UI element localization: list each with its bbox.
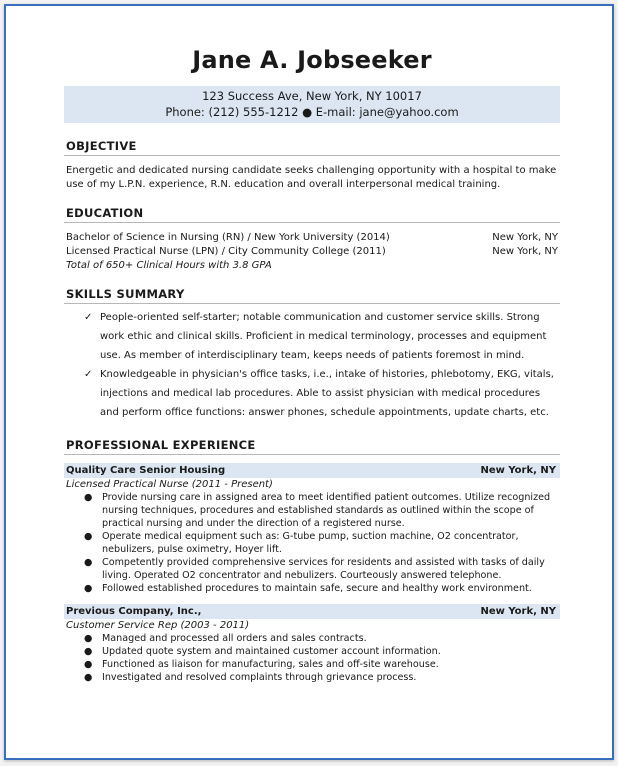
education-entry <box>64 245 560 259</box>
degree-location: New York, NY <box>492 232 558 243</box>
skill-text: Knowledgeable in physician's office tasks, i.e., intake of histories, phlebotomy, EKG, vitals, injections and medical lab procedures. Able to assist physician with medical procedures and perform office functions: answer phones, schedule appointments, update charts, etc. <box>100 369 554 418</box>
education-list <box>64 231 560 273</box>
resume-frame <box>4 4 614 760</box>
bullet-icon: ● <box>84 557 93 568</box>
education-title: EDUCATION <box>64 206 560 223</box>
duty-text: Investigated and resolved complaints through grievance process. <box>102 672 417 683</box>
bullet-icon: ● <box>84 492 93 503</box>
job-entry <box>64 463 560 595</box>
objective-section <box>64 139 560 192</box>
education-section <box>64 206 560 273</box>
job-location: New York, NY <box>480 606 556 617</box>
experience-section <box>64 438 560 684</box>
duty-text: Followed established procedures to maintain safe, secure and healthy work environment. <box>102 583 532 594</box>
bullet-icon: ● <box>84 659 93 670</box>
checkmark-icon: ✓ <box>84 312 93 323</box>
objective-title: OBJECTIVE <box>64 139 560 156</box>
bullet-icon: ● <box>84 672 93 683</box>
bullet-icon: ● <box>84 633 93 644</box>
skills-section <box>64 287 560 422</box>
job-header <box>64 604 560 619</box>
duty-text: Competently provided comprehensive services for residents and assisted with tasks of daily living. Operated O2 concentrator and nebulizers. Courteously answered telephone. <box>102 557 545 581</box>
degree-location: New York, NY <box>492 246 558 257</box>
job-role: Customer Service Rep (2003 - 2011) <box>66 620 250 631</box>
resume-page <box>64 6 560 684</box>
bullet-icon: ● <box>84 646 93 657</box>
duty-item <box>64 658 560 671</box>
skill-item <box>64 308 560 365</box>
duty-item <box>64 632 560 645</box>
phone-email-line: Phone: (212) 555-1212 ● E-mail: jane@yahoo.com <box>165 105 459 119</box>
duty-text: Managed and processed all orders and sales contracts. <box>102 633 367 644</box>
duty-item <box>64 556 560 582</box>
degree-text: Licensed Practical Nurse (LPN) / City Community College (2011) <box>66 246 386 257</box>
company-name: Previous Company, Inc., <box>66 606 202 617</box>
education-entry <box>64 231 560 245</box>
job-header <box>64 463 560 478</box>
job-location: New York, NY <box>480 465 556 476</box>
duty-text: Provide nursing care in assigned area to meet identified patient outcomes. Utilize recognized nursing techniques, procedures and established standards as outlined within the scope of practical nursing and under the direction of a registered nurse. <box>102 492 551 529</box>
objective-text: Energetic and dedicated nursing candidate seeks challenging opportunity with a hospital to make use of my L.P.N. experience, R.N. education and overall interpersonal medical training. <box>66 165 557 190</box>
skill-text: People-oriented self-starter; notable communication and customer service skills. Strong work ethic and clinical skills. Proficient in medical terminology, processes and equipment use. As member of interdisciplinary team, keeps needs of patients foremost in mind. <box>100 312 547 361</box>
address-line: 123 Success Ave, New York, NY 10017 <box>202 89 422 103</box>
bullet-icon: ● <box>84 531 93 542</box>
degree-text: Bachelor of Science in Nursing (RN) / New York University (2014) <box>66 232 390 243</box>
candidate-name: Jane A. Jobseeker <box>192 46 432 74</box>
duty-item <box>64 671 560 684</box>
duty-item <box>64 530 560 556</box>
experience-title: PROFESSIONAL EXPERIENCE <box>64 438 560 455</box>
company-name: Quality Care Senior Housing <box>66 465 226 476</box>
job-entry <box>64 604 560 684</box>
duty-text: Updated quote system and maintained customer account information. <box>102 646 441 657</box>
job-duties <box>64 632 560 684</box>
job-role: Licensed Practical Nurse (2011 - Present) <box>66 479 273 490</box>
duty-item <box>64 582 560 595</box>
duty-item <box>64 645 560 658</box>
job-duties <box>64 491 560 595</box>
duty-text: Operate medical equipment such as: G-tube pump, suction machine, O2 concentrator, nebulizers, pulse oximetry, Hoyer lift. <box>102 531 519 555</box>
checkmark-icon: ✓ <box>84 369 93 380</box>
duty-item <box>64 491 560 530</box>
bullet-icon: ● <box>84 583 93 594</box>
contact-block <box>64 86 560 123</box>
education-note <box>64 259 560 273</box>
duty-text: Functioned as liaison for manufacturing, sales and off-site warehouse. <box>102 659 439 670</box>
clinical-hours-note: Total of 650+ Clinical Hours with 3.8 GPA <box>66 260 272 271</box>
skills-title: SKILLS SUMMARY <box>64 287 560 304</box>
skill-item <box>64 365 560 422</box>
skills-list <box>64 308 560 422</box>
